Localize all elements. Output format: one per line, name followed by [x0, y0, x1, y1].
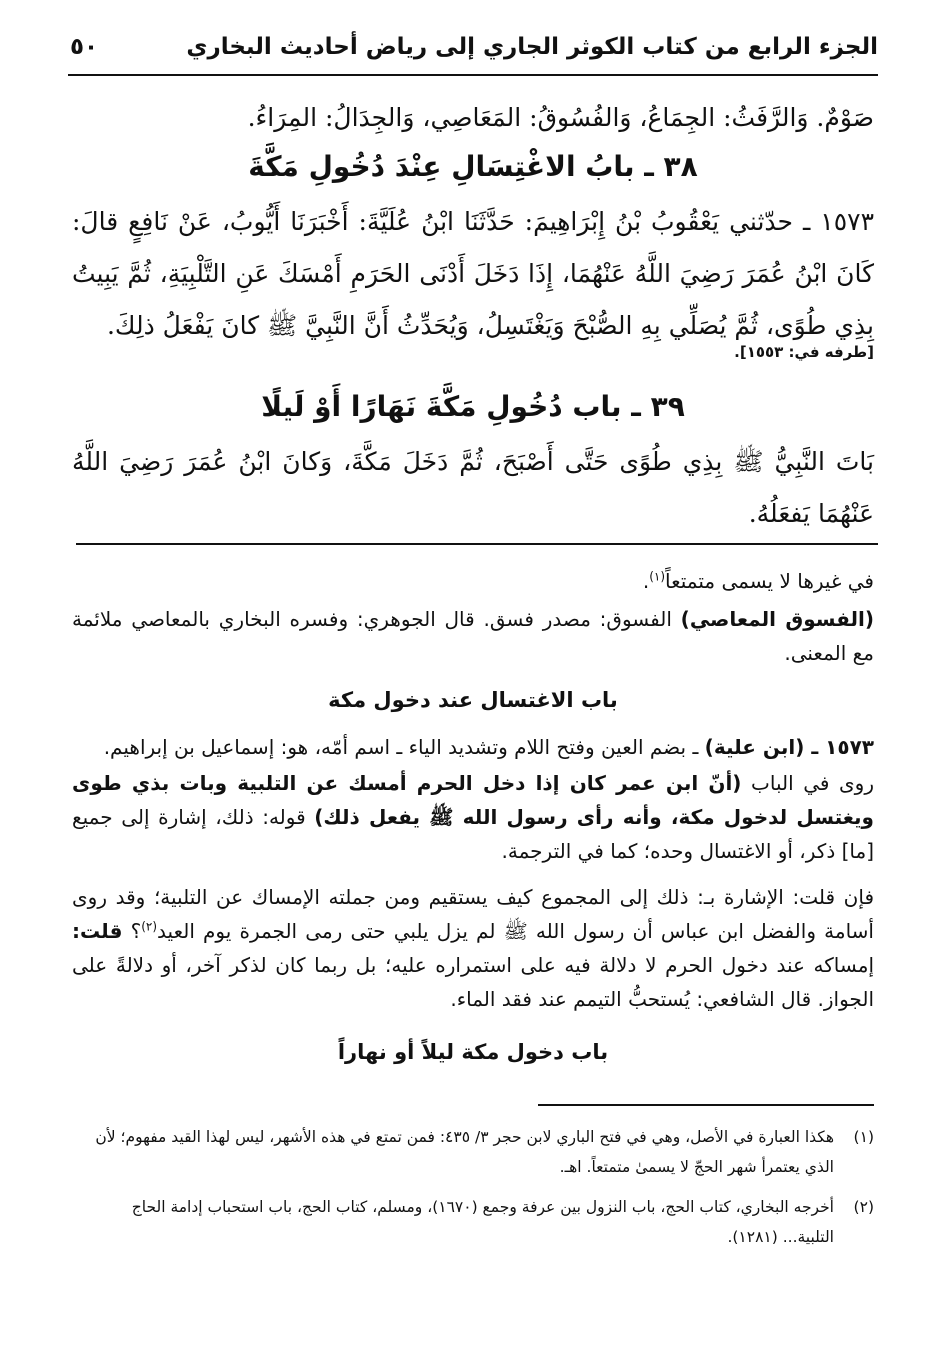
commentary-text: .: [642, 569, 650, 593]
commentary-text: فإن قلت: الإشارة بـ: ذلك إلى المجموع كيف يستقيم ومن جملته الإمساك عن التلبية؛ وقد روى أسامة والفضل ابن عباس أن رسول الله ﷺ لم يزل يلبي حتى رمى الجمرة يوم العيد: [72, 885, 874, 943]
running-title: الجزء الرابع من كتاب الكوثر الجاري إلى رياض أحاديث البخاري: [186, 34, 878, 60]
quoted-term: ١٥٧٣ ـ (ابن علية): [704, 735, 874, 759]
commentary-para-1: [72, 564, 874, 598]
quoted-term: (أنّ ابن عمر كان إذا دخل الحرم أمسك عن التلبية وبات بذي طوى ويغتسل لدخول مكة، وأنه رأى رسول الله ﷺ يفعل ذلك): [72, 771, 874, 829]
commentary-heading-2: باب دخول مكة ليلاً أو نهاراً: [337, 1040, 609, 1064]
footnote-text: هكذا العبارة في الأصل، وهي في فتح الباري لابن حجر ٣/ ٤٣٥: فمن تمتع في هذه الأشهر، ليس لهذا القيد مفهوم؛ لأن الذي يعتمرأ شهر الحجّ لا يسمىٰ متمتعاً. اهـ.: [95, 1128, 834, 1176]
commentary-text: إمساكه عند دخول الحرم لا دلالة فيه على استمراره عليه؛ بل ربما كان لذكر آخر، أو دلالةً على الجواز. قال الشافعي: يُستحبُّ التيمم عند فقد الماء.: [72, 953, 874, 1011]
cross-reference: [طرفه في: ١٥٥٣].: [734, 343, 874, 361]
commentary-para-5: [72, 880, 874, 1016]
commentary-text: الفسوق: مصدر فسق. قال الجوهري: وفسره البخاري بالمعاصي ملائمة مع المعنى.: [72, 607, 874, 665]
commentary-text: ـ بضم العين وفتح اللام وتشديد الياء ـ اسم أمّه، هو: إسماعيل بن إبراهيم.: [103, 735, 705, 759]
chapter-38-heading: ٣٨ ـ بابُ الاغْتِسَالِ عِنْدَ دُخُولِ مَكَّةَ: [248, 150, 698, 183]
chapter-39-heading: ٣٩ ـ باب دُخُولِ مَكَّةَ نَهَارًا أَوْ لَيلًا: [261, 390, 685, 423]
commentary-para-4: [72, 766, 874, 868]
footnote-ref-2[interactable]: (٢): [141, 919, 158, 934]
running-header: [70, 34, 878, 74]
footnote-rule: [538, 1104, 874, 1106]
matn-line-top: صَوْمٌ. وَالرَّفَثُ: الجِمَاعُ، وَالفُسُوقُ: المَعَاصِي، وَالجِدَالُ: المِرَاءُ.: [247, 103, 874, 132]
page-number: ٥٠: [70, 34, 99, 60]
header-rule: [68, 74, 878, 76]
qult-label: قلت:: [72, 919, 123, 943]
commentary-text: ؟: [122, 919, 142, 943]
footnote-number: (٢): [853, 1198, 874, 1216]
chapter-39-text: بَاتَ النَّبِيُّ ﷺ بِذِي طُوًى حَتَّى أَصْبَحَ، ثُمَّ دَخَلَ مَكَّةَ، وَكانَ ابْنُ عُمَرَ رَضِيَ اللَّهُ عَنْهُمَا يَفعَلُهُ.: [72, 447, 874, 528]
commentary-text: قوله: ذلك، إشارة إلى جميع [ما] ذكر، أو الاغتسال وحده؛ كما في الترجمة.: [72, 805, 874, 863]
footnote-2: [76, 1192, 874, 1252]
hadith-1573: ١٥٧٣ ـ حدّثني يَعْقُوبُ بْنُ إِبْرَاهِيمَ: حَدَّثَنَا ابْنُ عُلَيَّةَ: أَخْبَرَنَا أَيُّوبُ، عَنْ نَافِعٍ قالَ: كَانَ ابْنُ عُمَرَ رَضِيَ اللَّهُ عَنْهُمَا، إِذَا دَخَلَ أَدْنَى الحَرَمِ أَمْسَكَ عَنِ التَّلْبِيَةِ، ثُمَّ يَبِيتُ بِذِي طُوًى، ثُمَّ يُصَلِّي بِهِ الصُّبْحَ وَيَغْتَسِلُ، وَيُحَدِّثُ أَنَّ النَّبِيَّ ﷺ كانَ يَفْعَلُ ذلِكَ.: [72, 207, 874, 340]
footnote-text: أخرجه البخاري، كتاب الحج، باب النزول بين عرفة وجمع (١٦٧٠)، ومسلم، كتاب الحج، باب استحباب إدامة الحاج التلبية... (١٢٨١).: [131, 1198, 834, 1246]
footnote-1: [76, 1122, 874, 1182]
commentary-text: روى في الباب: [741, 771, 874, 795]
footnote-number: (١): [853, 1128, 874, 1146]
footnote-ref-1[interactable]: (١): [649, 569, 666, 584]
quoted-term: (الفسوق المعاصي): [680, 607, 874, 631]
commentary-heading-1: باب الاغتسال عند دخول مكة: [328, 688, 618, 712]
commentary-para-3: [72, 730, 874, 764]
matn-commentary-separator: [76, 543, 878, 545]
commentary-para-2: [72, 602, 874, 670]
commentary-text: في غيرها لا يسمى متمتعاً: [665, 569, 874, 593]
